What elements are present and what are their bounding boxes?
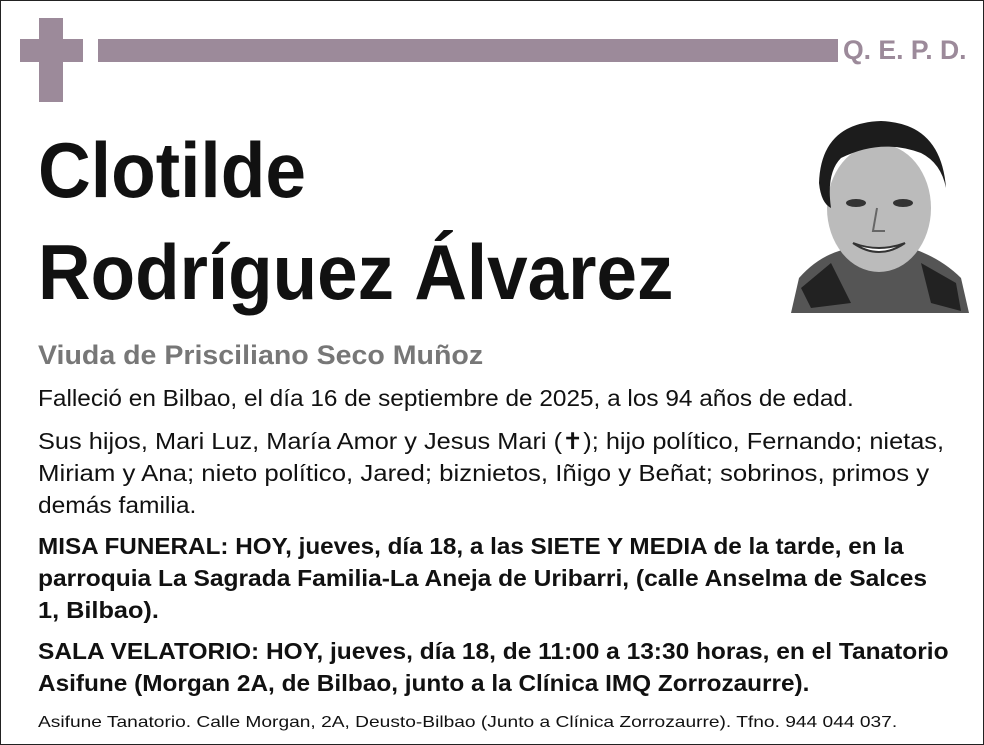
funeral-home-footer: Asifune Tanatorio. Calle Morgan, 2A, Deusto-Bilbao (Junto a Clínica Zorrozaurre). Tfno. 944 044 037. — [38, 714, 898, 731]
widow-of-line: Viuda de Prisciliano Seco Muñoz — [38, 340, 484, 370]
qepd-label: Q. E. P. D. — [843, 35, 967, 65]
header-bar — [98, 39, 838, 62]
cross-icon-horizontal — [20, 39, 83, 62]
deceased-first-name: Clotilde — [38, 126, 306, 214]
family-line: Miriam y Ana; nieto político, Jared; biznietos, Iñigo y Beñat; sobrinos, primos y — [38, 460, 930, 486]
family-line: Sus hijos, Mari Luz, María Amor y Jesus Mari (✝); hijo político, Fernando; nietas, — [38, 428, 945, 454]
death-notice: Falleció en Bilbao, el día 16 de septiembre de 2025, a los 94 años de edad. — [38, 385, 854, 411]
wake-line: SALA VELATORIO: HOY, jueves, día 18, de 11:00 a 13:30 horas, en el Tanatorio — [38, 638, 949, 664]
funeral-line: parroquia La Sagrada Familia-La Aneja de Uribarri, (calle Anselma de Salces — [38, 565, 927, 591]
portrait-photo — [791, 113, 969, 313]
wake-line: Asifune (Morgan 2A, de Bilbao, junto a la Clínica IMQ Zorrozaurre). — [38, 670, 810, 696]
funeral-line: 1, Bilbao). — [38, 597, 159, 623]
deceased-surnames: Rodríguez Álvarez — [38, 228, 674, 316]
funeral-line: MISA FUNERAL: HOY, jueves, día 18, a las SIETE Y MEDIA de la tarde, en la — [38, 533, 904, 559]
family-line: demás familia. — [38, 492, 197, 518]
